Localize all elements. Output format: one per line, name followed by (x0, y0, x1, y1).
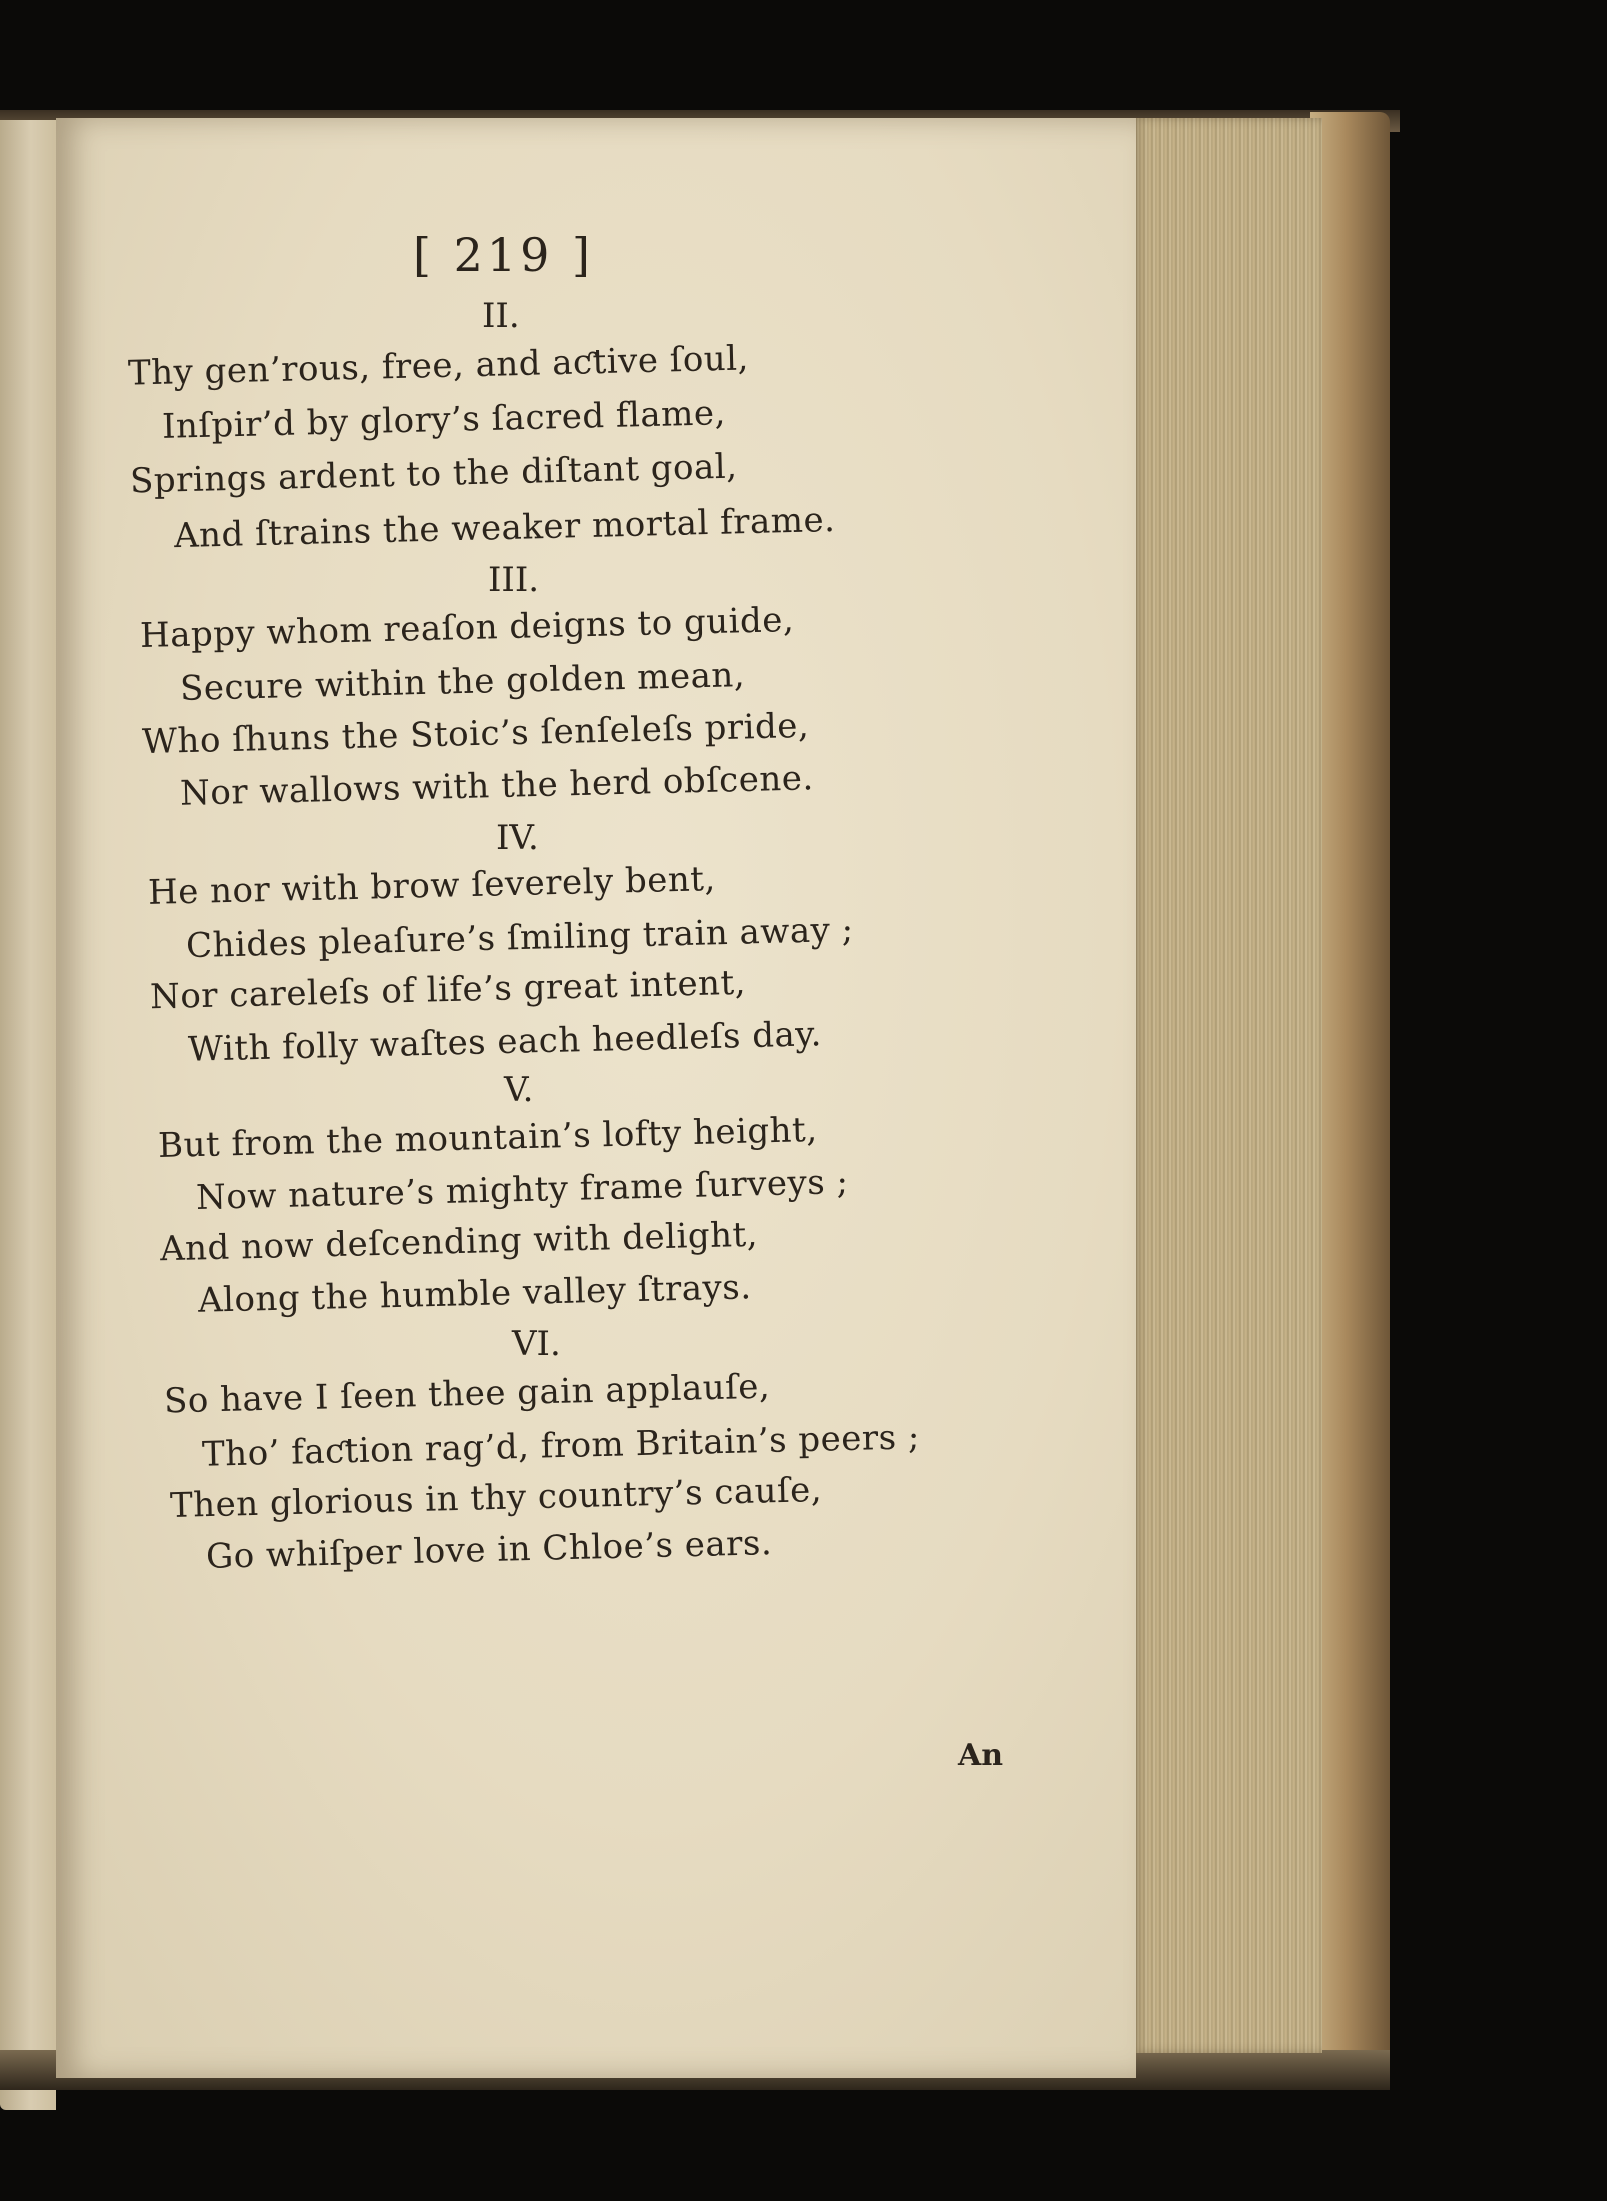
poem-line: With folly waſtes each heedleſs day. (187, 1014, 823, 1070)
poem-line: He nor with brow ſeverely bent, (147, 859, 717, 913)
stanza-numeral: II. (482, 296, 520, 336)
poem-line: Who ſhuns the Stoic’s ſenſeleſs pride, (141, 705, 810, 763)
stanza-numeral: V. (504, 1070, 534, 1110)
page-stack-fore-edge (1132, 118, 1322, 2053)
poem-line: And ſtrains the weaker mortal frame. (173, 499, 836, 557)
poem-line: Thy gen’rous, free, and aƈtive ſoul, (127, 338, 750, 394)
poem-line: Now nature’s mighty frame ſurveys ; (195, 1162, 849, 1218)
poem-line: Secure within the golden mean, (179, 655, 746, 709)
page-header: [ 219 ] (413, 228, 594, 282)
poem-line: Along the humble valley ſtrays. (197, 1267, 752, 1321)
poem-line: Nor careleſs of life’s great intent, (149, 962, 747, 1018)
catchword: An (958, 1738, 1004, 1773)
poem-line: Go whiſper love in Chloe’s ears. (205, 1523, 773, 1577)
stanza-numeral: IV. (496, 818, 539, 858)
poem-line: Springs ardent to the diſtant goal, (129, 446, 738, 502)
poem-line: But from the mountain’s lofty height, (157, 1109, 818, 1167)
poem-line: Happy whom reaſon deigns to guide, (139, 600, 795, 656)
poem-line: Then glorious in thy country’s cauſe, (169, 1470, 823, 1526)
poem-line: Inſpir’d by glory’s ſacred flame, (161, 393, 727, 447)
poem-line: Chides pleaſure’s ſmiling train away ; (185, 909, 855, 967)
facing-page-edge (0, 120, 56, 2110)
book-cover-right-edge (1310, 112, 1390, 2072)
poem-line: Tho’ faƈtion rag’d, from Britain’s peers ; (201, 1417, 921, 1475)
poem-line: And now deſcending with delight, (159, 1214, 759, 1270)
stanza-numeral: III. (488, 560, 540, 600)
book-page (56, 118, 1136, 2078)
stanza-numeral: VI. (512, 1324, 561, 1364)
poem-line: Nor wallows with the herd obſcene. (179, 758, 815, 814)
poem-line: So have I ſeen thee gain applauſe, (163, 1366, 771, 1422)
